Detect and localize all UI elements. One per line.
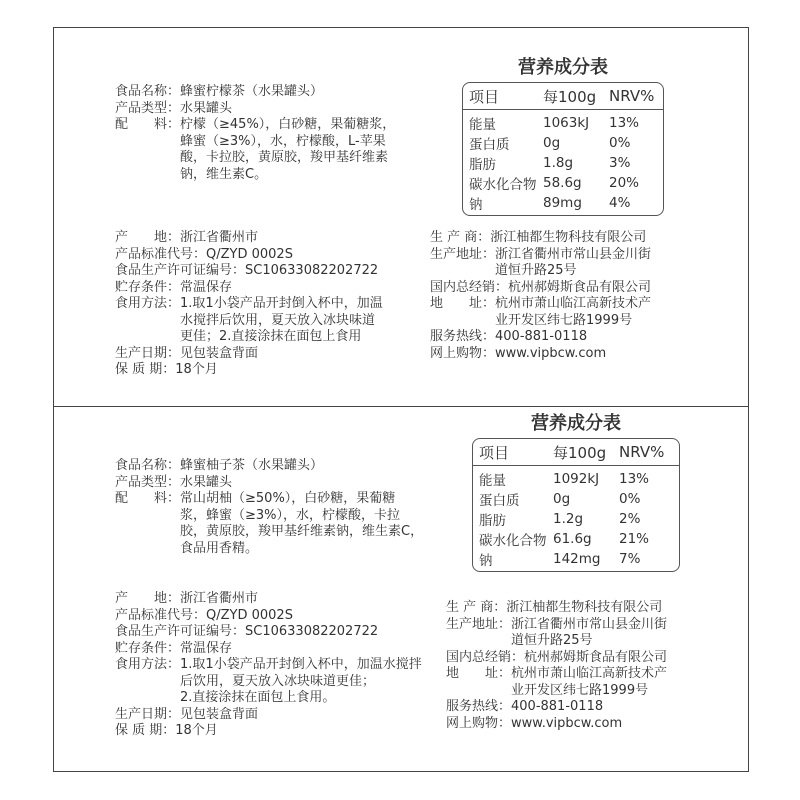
field-value-line: 浙江省衢州市 xyxy=(180,591,259,606)
field-label: 服务热线： xyxy=(446,699,512,714)
field-label: 生产地址： xyxy=(446,616,512,632)
field-value xyxy=(495,296,651,329)
field-value-line: 后饮用，夏天放入冰块味道更佳； xyxy=(180,673,376,689)
field-value xyxy=(206,247,293,264)
field-value-line: 胶，黄原胶，羧甲基纤维素钠，维生素C， xyxy=(180,524,424,539)
field-value xyxy=(180,641,232,658)
field-value xyxy=(511,716,622,733)
nutrition-table xyxy=(472,438,680,572)
field-value-line: 2.直接涂抹在面包上食用。 xyxy=(180,690,336,705)
info-field xyxy=(115,280,383,297)
info-field xyxy=(115,101,395,118)
field-label: 生产日期： xyxy=(115,706,181,722)
info-field xyxy=(115,247,383,264)
nutrition-per100g: 1.2g xyxy=(553,511,584,527)
nutrition-header-row xyxy=(473,439,679,466)
nutrition-row xyxy=(463,173,663,193)
nutrition-row xyxy=(463,113,663,133)
field-value-line: 道恒升路25号 xyxy=(495,263,577,278)
info-field xyxy=(430,280,651,297)
info-field xyxy=(115,707,422,724)
field-value-line: 水果罐头 xyxy=(180,474,233,490)
nutrition-row xyxy=(473,489,679,509)
info-field xyxy=(446,650,667,667)
info-field xyxy=(430,247,651,280)
field-value-line: 浙江省衢州市常山县金川街 xyxy=(511,616,668,632)
field-label: 国内总经销： xyxy=(430,279,509,295)
field-value-line: 浙江省衢州市常山县金川街 xyxy=(495,246,652,262)
field-value xyxy=(511,699,603,716)
field-label: 地 址： xyxy=(430,296,496,311)
nutrition-item: 脂肪 xyxy=(469,157,496,173)
nutrition-title: 营养成分表 xyxy=(531,413,621,434)
field-value-line: 常温保存 xyxy=(180,279,233,295)
field-label: 产品标准代号： xyxy=(115,607,207,623)
field-value xyxy=(180,101,232,118)
field-value xyxy=(495,247,651,280)
field-value xyxy=(180,657,422,707)
field-label: 保 质 期： xyxy=(115,362,176,377)
field-label: 配 料： xyxy=(115,117,181,132)
field-value-line: 蜂蜜柚子茶（水果罐头） xyxy=(180,458,324,473)
nutrition-item: 蛋白质 xyxy=(479,493,520,509)
nutrition-row xyxy=(473,549,679,569)
field-value-line: 1.取1小袋产品开封倒入杯中，加温 xyxy=(180,296,383,311)
info-field xyxy=(115,296,383,346)
info-field xyxy=(430,346,651,363)
info-field xyxy=(115,641,422,658)
field-label: 贮存条件： xyxy=(115,640,181,656)
nutrition-row xyxy=(473,529,679,549)
nutrition-row xyxy=(463,193,663,213)
field-label: 产 地： xyxy=(115,230,181,245)
field-label: 服务热线： xyxy=(430,329,496,344)
field-value-line: 杭州市萧山临江高新技术产 xyxy=(511,666,668,681)
field-value xyxy=(180,280,232,297)
field-value-line: 更佳；2.直接涂抹在面包上食用 xyxy=(180,329,362,344)
field-label: 贮存条件： xyxy=(115,279,181,295)
field-value-line: 水果罐头 xyxy=(180,100,233,116)
nutrition-nrv: 13% xyxy=(609,115,640,131)
nutrition-nrv: 20% xyxy=(609,175,640,191)
info-field xyxy=(446,617,667,650)
field-value-line: 1.取1小袋产品开封倒入杯中，加温水搅拌 xyxy=(180,657,422,672)
info-field xyxy=(115,458,423,475)
nutrition-title: 营养成分表 xyxy=(518,57,608,78)
nutrition-item: 碳水化合物 xyxy=(469,177,537,193)
field-value-line: 18个月 xyxy=(175,362,218,377)
field-value-line: 常山胡柚（≥50%），白砂糖，果葡糖 xyxy=(180,491,396,506)
field-label: 配 料： xyxy=(115,491,181,506)
info-field xyxy=(446,699,667,716)
info-field xyxy=(115,491,423,557)
field-value-line: Q/ZYD 0002S xyxy=(206,246,293,262)
info-field xyxy=(115,475,423,492)
nutrition-per100g: 0g xyxy=(553,491,571,507)
field-value xyxy=(245,263,378,280)
nutrition-header-row xyxy=(463,83,663,110)
field-value-line: 常温保存 xyxy=(180,640,233,656)
nutrition-header-nrv: NRV% xyxy=(609,87,655,105)
field-value xyxy=(180,346,258,363)
info-field xyxy=(446,600,667,617)
field-value xyxy=(524,650,667,667)
field-value xyxy=(180,117,395,183)
info-field xyxy=(115,591,422,608)
field-value-line: www.vipbcw.com xyxy=(495,345,607,361)
field-value-line: 道恒升路25号 xyxy=(511,633,593,648)
field-label: 食用方法： xyxy=(115,657,181,672)
info-field xyxy=(115,657,422,707)
field-label: 产品类型： xyxy=(115,100,181,116)
nutrition-nrv: 0% xyxy=(609,135,631,151)
info-field xyxy=(115,608,422,625)
field-value-line: 业开发区纬七路1999号 xyxy=(495,312,633,328)
nutrition-per100g: 142mg xyxy=(553,551,601,567)
nutrition-row xyxy=(473,509,679,529)
field-value-line: Q/ZYD 0002S xyxy=(206,607,293,623)
info-field xyxy=(115,362,383,379)
field-value xyxy=(180,458,323,475)
nutrition-nrv: 2% xyxy=(619,511,641,527)
info-field xyxy=(115,84,395,101)
nutrition-nrv: 4% xyxy=(609,195,631,211)
nutrition-per100g: 58.6g xyxy=(543,175,582,191)
field-label: 保 质 期： xyxy=(115,723,176,738)
nutrition-header-nrv: NRV% xyxy=(619,443,665,461)
nutrition-nrv: 7% xyxy=(619,551,641,567)
info-field xyxy=(115,230,383,247)
field-label: 食品名称： xyxy=(115,84,181,99)
field-value-line: 酸，卡拉胶，黄原胶，羧甲基纤维素 xyxy=(180,150,389,165)
field-value xyxy=(495,346,606,363)
field-value xyxy=(511,617,667,650)
field-label: 网上购物： xyxy=(430,345,496,361)
nutrition-per100g: 1.8g xyxy=(543,155,574,171)
field-label: 食用方法： xyxy=(115,296,181,311)
info-field xyxy=(430,230,651,247)
nutrition-per100g: 61.6g xyxy=(553,531,592,547)
field-value xyxy=(180,296,383,346)
field-value xyxy=(511,666,667,699)
field-value-line: 食品用香精。 xyxy=(180,540,259,556)
info-field xyxy=(115,117,395,183)
nutrition-item: 钠 xyxy=(479,553,493,569)
nutrition-per100g: 89mg xyxy=(543,195,582,211)
info-field xyxy=(115,624,422,641)
field-label: 生产地址： xyxy=(430,246,496,262)
field-value-line: 见包装盒背面 xyxy=(180,706,259,722)
field-label: 生 产 商： xyxy=(446,600,507,615)
nutrition-header-per100g: 每100g xyxy=(543,87,597,106)
field-label: 地 址： xyxy=(446,666,512,681)
field-label: 产品类型： xyxy=(115,474,181,490)
nutrition-item: 能量 xyxy=(469,117,496,133)
nutrition-item: 脂肪 xyxy=(479,513,506,529)
field-value-line: SC10633082202722 xyxy=(245,263,379,278)
nutrition-item: 钠 xyxy=(469,197,483,213)
field-value-line: 杭州市萧山临江高新技术产 xyxy=(495,296,652,311)
nutrition-nrv: 0% xyxy=(619,491,641,507)
nutrition-per100g: 1063kJ xyxy=(543,115,590,131)
nutrition-nrv: 13% xyxy=(619,471,650,487)
field-value xyxy=(175,723,218,740)
field-value-line: SC10633082202722 xyxy=(245,624,379,639)
nutrition-table xyxy=(462,82,664,216)
field-value xyxy=(180,491,423,557)
nutrition-per100g: 1092kJ xyxy=(553,471,600,487)
field-value xyxy=(180,84,323,101)
field-label: 产 地： xyxy=(115,591,181,606)
field-label: 食品生产许可证编号： xyxy=(115,624,246,639)
info-field xyxy=(430,296,651,329)
field-value xyxy=(245,624,378,641)
field-label: 网上购物： xyxy=(446,715,512,731)
nutrition-row xyxy=(463,153,663,173)
field-value xyxy=(508,280,651,297)
field-value-line: 浙江省衢州市 xyxy=(180,230,259,245)
field-value-line: 蜂蜜柠檬茶（水果罐头） xyxy=(180,84,324,99)
field-value-line: 见包装盒背面 xyxy=(180,345,259,361)
field-value xyxy=(506,600,662,617)
field-value xyxy=(495,329,587,346)
field-value-line: 业开发区纬七路1999号 xyxy=(511,682,649,698)
field-value-line: 浙江柚都生物科技有限公司 xyxy=(490,230,647,245)
nutrition-nrv: 21% xyxy=(619,531,650,547)
field-value-line: 柠檬（≥45%），白砂糖，果葡糖浆， xyxy=(180,117,396,132)
field-label: 生 产 商： xyxy=(430,230,491,245)
field-value-line: 400-881-0118 xyxy=(511,699,604,714)
nutrition-header-item: 项目 xyxy=(479,443,510,462)
nutrition-row xyxy=(463,133,663,153)
field-label: 食品生产许可证编号： xyxy=(115,263,246,278)
field-value-line: 18个月 xyxy=(175,723,218,738)
field-value-line: 浆，蜂蜜（≥3%），水，柠檬酸，卡拉 xyxy=(180,507,401,523)
info-field xyxy=(430,329,651,346)
nutrition-item: 碳水化合物 xyxy=(479,533,547,549)
nutrition-header-item: 项目 xyxy=(469,87,500,106)
panel-divider xyxy=(54,406,748,407)
info-field xyxy=(446,716,667,733)
nutrition-item: 能量 xyxy=(479,473,506,489)
nutrition-row xyxy=(473,469,679,489)
field-value xyxy=(180,707,258,724)
nutrition-item: 蛋白质 xyxy=(469,137,510,153)
field-label: 食品名称： xyxy=(115,458,181,473)
field-label: 产品标准代号： xyxy=(115,246,207,262)
info-field xyxy=(115,723,422,740)
field-value-line: 水搅拌后饮用，夏天放入冰块味道 xyxy=(180,312,376,328)
nutrition-header-per100g: 每100g xyxy=(553,443,607,462)
field-value-line: 杭州郝姆斯食品有限公司 xyxy=(508,279,652,295)
field-value xyxy=(206,608,293,625)
info-field xyxy=(115,346,383,363)
info-field xyxy=(446,666,667,699)
field-value-line: 浙江柚都生物科技有限公司 xyxy=(506,600,663,615)
field-value xyxy=(175,362,218,379)
field-value-line: 钠，维生素C。 xyxy=(180,166,268,182)
field-value xyxy=(180,475,232,492)
field-value xyxy=(180,230,258,247)
nutrition-per100g: 0g xyxy=(543,135,561,151)
field-value-line: www.vipbcw.com xyxy=(511,715,623,731)
field-value xyxy=(490,230,646,247)
info-field xyxy=(115,263,383,280)
field-value-line: 蜂蜜（≥3%），水，柠檬酸，L-苹果 xyxy=(180,133,386,149)
field-label: 国内总经销： xyxy=(446,649,525,665)
nutrition-nrv: 3% xyxy=(609,155,631,171)
field-label: 生产日期： xyxy=(115,345,181,361)
field-value-line: 400-881-0118 xyxy=(495,329,588,344)
field-value xyxy=(180,591,258,608)
field-value-line: 杭州郝姆斯食品有限公司 xyxy=(524,649,668,665)
